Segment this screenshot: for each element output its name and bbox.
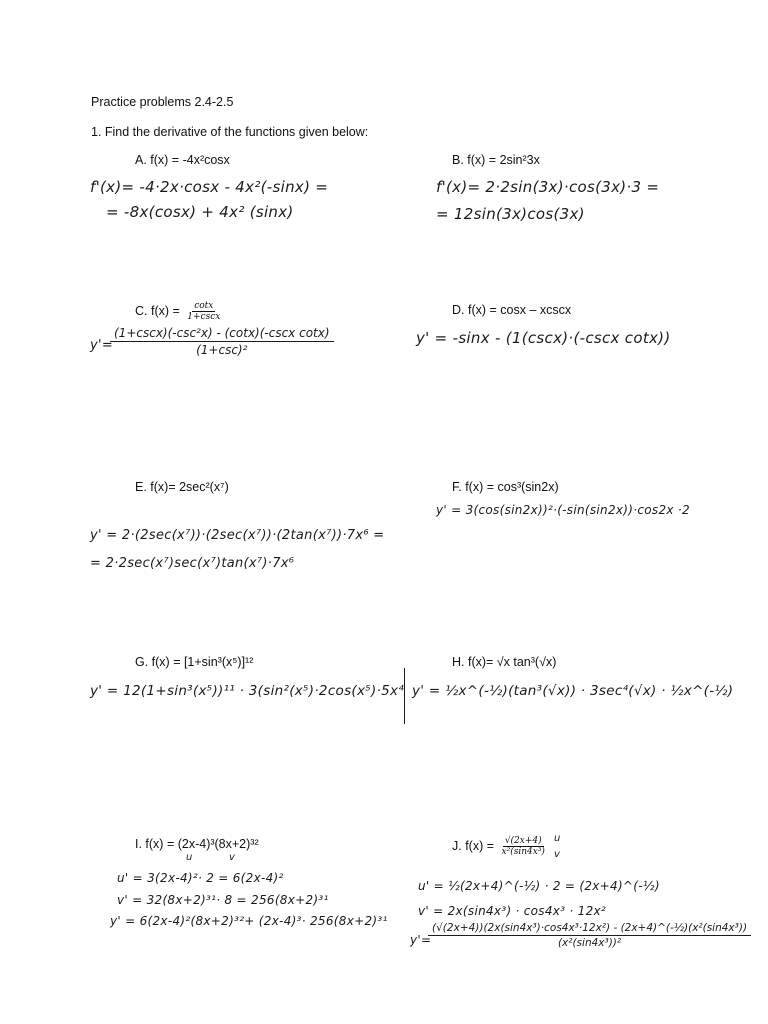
problem-i-v-label: v [229, 852, 235, 863]
problem-d-prompt: D. f(x) = cosx – xcscx [452, 303, 572, 317]
problem-c-fraction-denominator: 1+cscx [187, 312, 221, 322]
problem-j-prompt [452, 836, 547, 857]
problem-i-work-line-1: u' = 3(2x-4)²· 2 = 6(2x-4)² [117, 871, 284, 885]
divider-line [404, 668, 405, 724]
problem-a-work-line-1: f'(x)= -4·2x·cosx - 4x²(-sinx) = [90, 178, 329, 196]
problem-g-prompt: G. f(x) = [1+sin³(x⁵)]¹² [135, 655, 254, 669]
problem-j-work-fraction [428, 922, 751, 949]
problem-i-work-line-3: y' = 6(2x-4)²(8x+2)³²+ (2x-4)³· 256(8x+2)³¹ [110, 914, 388, 928]
problem-c-prompt [135, 301, 222, 322]
problem-i-work-line-2: v' = 32(8x+2)³¹· 8 = 256(8x+2)³¹ [117, 893, 329, 907]
problem-c-work-numerator: (1+cscx)(-csc²x) - (cotx)(-cscx cotx) [110, 326, 334, 342]
problem-b-prompt: B. f(x) = 2sin²3x [452, 153, 540, 167]
problem-f-prompt: F. f(x) = cos³(sin2x) [452, 480, 559, 494]
problem-a-work-line-2: = -8x(cosx) + 4x² (sinx) [106, 203, 294, 221]
problem-f-work-line-1: y' = 3(cos(sin2x))²·(-sin(sin2x))·cos2x ·2 [436, 503, 690, 517]
problem-c-work-lhs: y'= [90, 338, 114, 353]
problem-c-prompt-label: C. f(x) = [135, 303, 180, 318]
problem-j-v-label: v [554, 849, 560, 860]
problem-c-work-fraction [110, 326, 334, 357]
problem-j-work-denominator: (x²(sin4x³))² [557, 937, 622, 949]
problem-h-work-line-1: y' = ½x^(-½)(tan³(√x)) · 3sec⁴(√x) · ½x^(-½) [412, 683, 734, 699]
problem-j-work-numerator: (√(2x+4))(2x(sin4x³)·cos4x³·12x²) - (2x+4)^(-½)(x²(sin4x³)) [428, 922, 751, 936]
problem-b-work-line-1: f'(x)= 2·2sin(3x)·cos(3x)·3 = [436, 178, 660, 196]
problem-j-prompt-label: J. f(x) = [452, 838, 495, 853]
problem-j-work-line-1: u' = ½(2x+4)^(-½) · 2 = (2x+4)^(-½) [418, 879, 660, 893]
problem-a-prompt: A. f(x) = -4x²cosx [135, 153, 230, 167]
problem-i-prompt: I. f(x) = (2x-4)³(8x+2)³² [135, 837, 259, 851]
page-title: Practice problems 2.4-2.5 [91, 95, 234, 109]
problem-e-prompt: E. f(x)= 2sec²(x⁷) [135, 480, 229, 494]
problem-e-work-line-2: = 2·2sec(x⁷)sec(x⁷)tan(x⁷)·7x⁶ [90, 556, 295, 571]
problem-e-work-line-1: y' = 2·(2sec(x⁷))·(2sec(x⁷))·(2tan(x⁷))·7x⁶ = [90, 528, 385, 543]
problem-j-fraction-numerator: √(2x+4) [504, 836, 542, 846]
problem-d-work-line-1: y' = -sinx - (1(cscx)·(-cscx cotx)) [416, 329, 671, 347]
problem-g-work-line-1: y' = 12(1+sin³(x⁵))¹¹ · 3(sin²(x⁵)·2cos(x⁵)·5x⁴ [90, 683, 405, 699]
problem-j-work-line-2: v' = 2x(sin4x³) · cos4x³ · 12x² [418, 904, 607, 918]
problem-b-work-line-2: = 12sin(3x)cos(3x) [436, 205, 585, 223]
problem-j-work-lhs: y'= [410, 933, 432, 947]
problem-j-u-label: u [554, 833, 561, 844]
problem-i-u-label: u [186, 852, 193, 863]
question-text: 1. Find the derivative of the functions given below: [91, 125, 369, 139]
problem-j-fraction-denominator: x²(sin4x³) [501, 847, 545, 857]
problem-c-fraction [185, 301, 222, 322]
problem-j-fraction [500, 836, 547, 857]
problem-h-prompt: H. f(x)= √x tan³(√x) [452, 655, 557, 669]
problem-c-work-denominator: (1+csc)² [196, 343, 248, 357]
problem-c-fraction-numerator: cotx [194, 301, 214, 311]
